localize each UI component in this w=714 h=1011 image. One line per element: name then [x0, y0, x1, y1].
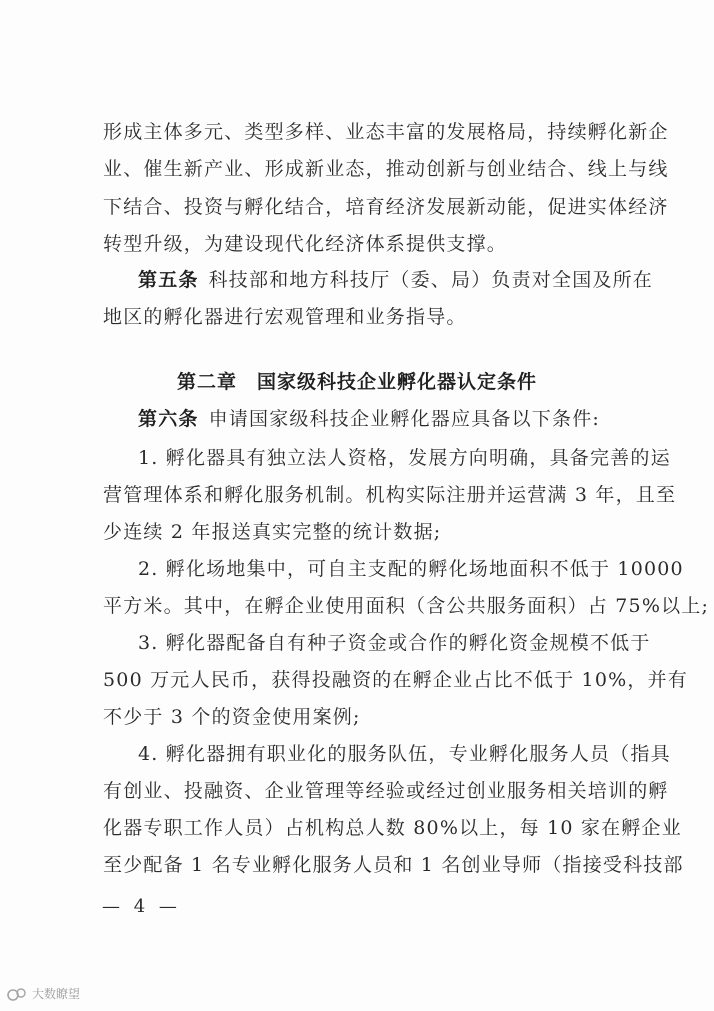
paragraph-line: 转型升级，为建设现代化经济体系提供支撑。	[103, 233, 508, 255]
article-6-text: 申请国家级科技企业孵化器应具备以下条件:	[208, 408, 601, 430]
page-number: — 4 —	[102, 896, 181, 917]
chapter-title: 第二章 国家级科技企业孵化器认定条件	[176, 371, 537, 393]
item-4-line: 化器专职工作人员）占机构总人数 80%以上，每 10 家在孵企业	[103, 817, 682, 839]
watermark	[6, 985, 80, 1002]
paragraph-line: 下结合、投资与孵化结合，培育经济发展新动能，促进实体经济	[103, 196, 669, 218]
item-3-line: 500 万元人民币，获得投融资的在孵企业占比不低于 10%，并有	[103, 669, 688, 691]
item-1-line: 1. 孵化器具有独立法人资格，发展方向明确，具备完善的运	[138, 447, 671, 469]
article-5-text: 科技部和地方科技厅（委、局）负责对全国及所在	[208, 269, 654, 291]
paragraph-line: 地区的孵化器进行宏观管理和业务指导。	[103, 306, 467, 328]
item-1-line: 少连续 2 年报送真实完整的统计数据;	[103, 521, 442, 543]
article-5-line	[138, 268, 653, 292]
item-3-line: 不少于 3 个的资金使用案例;	[103, 706, 361, 728]
item-4-line: 至少配备 1 名专业孵化服务人员和 1 名创业导师（指接受科技部	[103, 854, 684, 876]
item-4-line: 4. 孵化器拥有职业化的服务队伍，专业孵化服务人员（指具	[138, 743, 671, 765]
item-1-line: 营管理体系和孵化服务机制。机构实际注册并运营满 3 年，且至	[103, 484, 677, 506]
watermark-text: 大数瞭望	[32, 987, 81, 1001]
paragraph-line: 形成主体多元、类型多样、业态丰富的发展格局，持续孵化新企	[103, 121, 669, 143]
paragraph-line: 业、催生新产业、形成新业态，推动创新与创业结合、线上与线	[103, 158, 669, 180]
item-2-line: 平方米。其中，在孵企业使用面积（含公共服务面积）占 75%以上;	[103, 595, 710, 617]
article-5-heading: 第五条	[138, 269, 199, 291]
article-6-line	[138, 407, 600, 431]
item-2-line: 2. 孵化场地集中，可自主支配的孵化场地面积不低于 10000	[138, 558, 684, 580]
item-4-line: 有创业、投融资、企业管理等经验或经过创业服务相关培训的孵	[103, 780, 669, 802]
item-3-line: 3. 孵化器配备自有种子资金或合作的孵化资金规模不低于	[138, 632, 651, 654]
article-6-heading: 第六条	[138, 408, 199, 430]
logo-icon	[6, 986, 28, 1002]
